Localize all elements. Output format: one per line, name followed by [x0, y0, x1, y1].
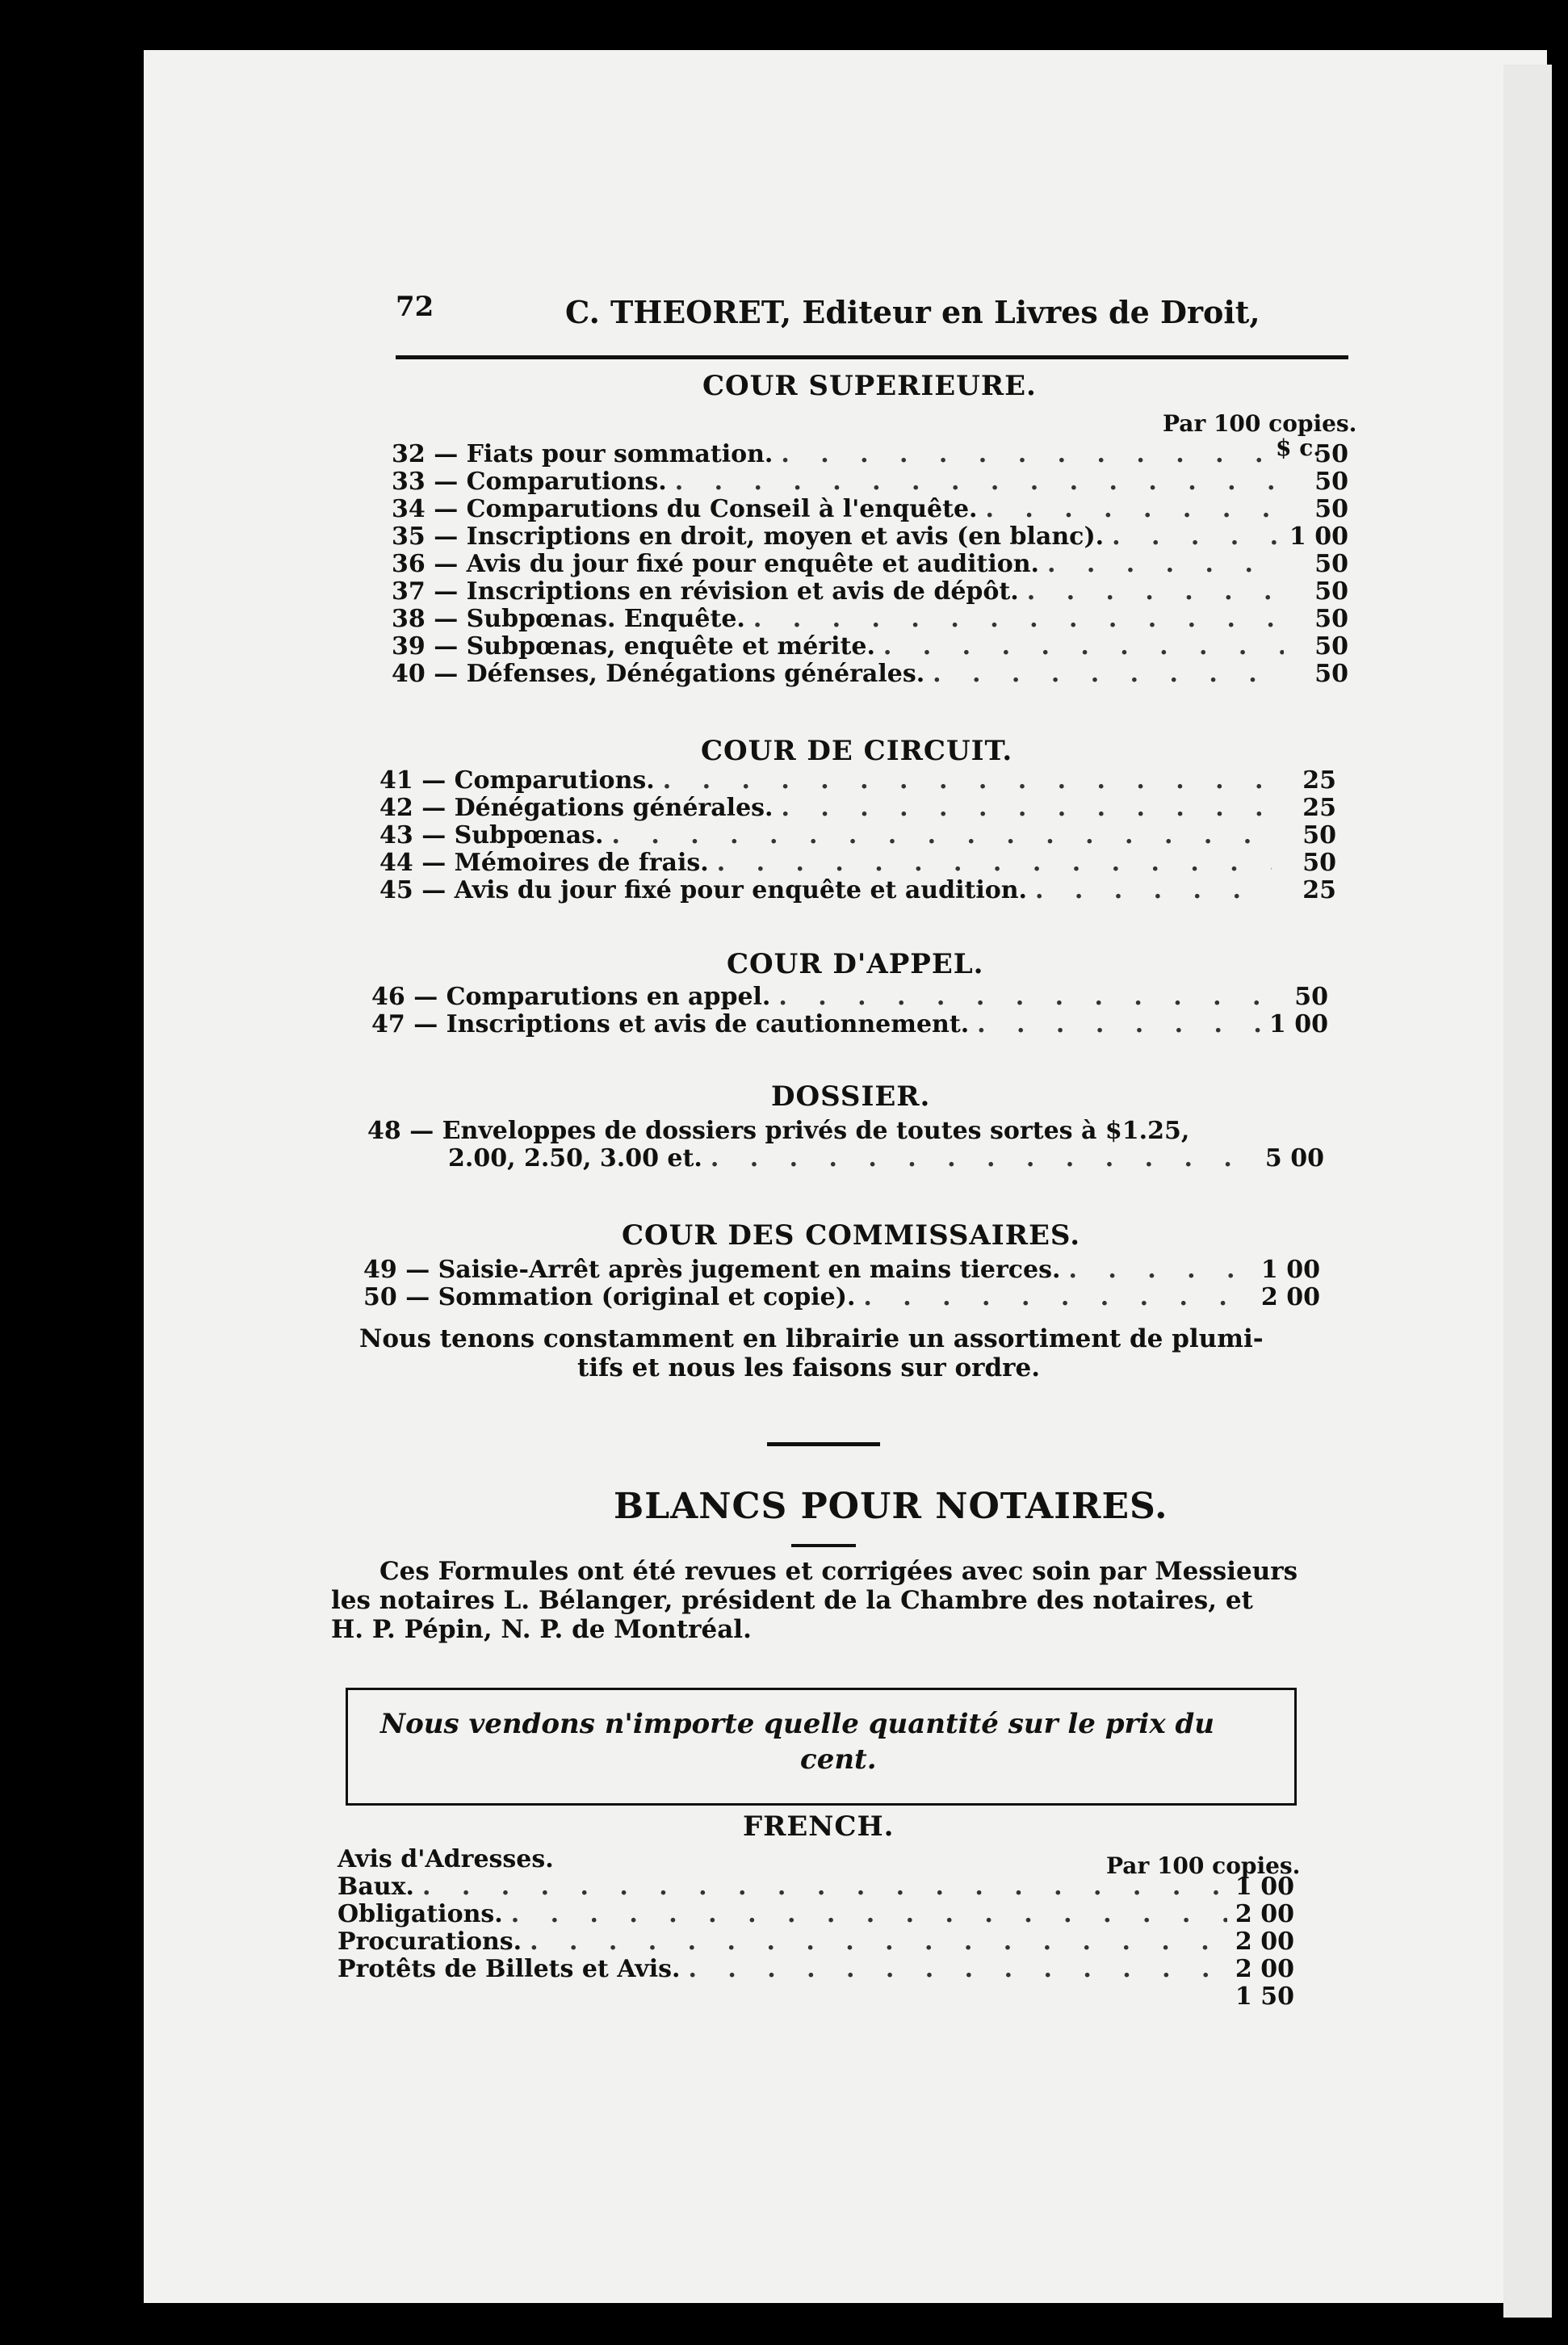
list-item — [363, 1256, 1320, 1284]
item-price: 2 00 — [1235, 1955, 1294, 1983]
dot-leader — [717, 849, 1272, 877]
currency-label: $ c. — [1276, 434, 1322, 461]
boxed-notice-line: Nous vendons n'importe quelle quantité sur le prix du — [380, 1708, 1214, 1740]
item-price: 50 — [1314, 605, 1348, 633]
unit-label-french: Par 100 copies. — [1106, 1852, 1301, 1879]
item-label: 49 — Saisie-Arrêt après jugement en mains tierces. — [363, 1256, 1061, 1284]
list-item — [337, 1873, 1294, 1901]
list-item — [379, 877, 1336, 904]
item-label: 38 — Subpœnas. Enquête. — [392, 605, 745, 633]
paragraph-line: H. P. Pépin, N. P. de Montréal. — [331, 1615, 752, 1644]
item-label: 47 — Inscriptions et avis de cautionnement. — [371, 1010, 970, 1038]
boxed-notice — [346, 1688, 1297, 1806]
item-label: 39 — Subpœnas, enquête et mérite. — [392, 632, 875, 661]
list-item — [337, 1901, 1294, 1928]
list-item — [363, 1284, 1320, 1311]
list-item — [337, 1846, 1294, 1873]
list-item — [392, 496, 1348, 523]
unit-label-superieure: Par 100 copies. — [1163, 410, 1357, 437]
item-label: 33 — Comparutions. — [392, 468, 667, 496]
item-price: 1 00 — [1289, 522, 1348, 551]
running-title: C. THEORET, Editeur en Livres de Droit, — [565, 294, 1260, 330]
page-header — [396, 283, 1348, 355]
item-label: 45 — Avis du jour fixé pour enquête et audition. — [379, 876, 1027, 904]
item-price: 50 — [1302, 849, 1336, 877]
dot-leader — [675, 468, 1284, 496]
list-item — [392, 523, 1348, 551]
price-list-commissaires — [363, 1256, 1320, 1311]
item-label: 34 — Comparutions du Conseil à l'enquête. — [392, 495, 978, 523]
page-number: 72 — [396, 291, 434, 323]
section-title-cour-des-commissaires: COUR DES COMMISSAIRES. — [622, 1219, 1081, 1252]
paragraph-line: les notaires L. Bélanger, président de la Chambre des notaires, et — [331, 1586, 1253, 1615]
list-item — [337, 1928, 1294, 1956]
item-price: 1 00 — [1260, 1256, 1320, 1284]
list-item-continuation — [367, 1145, 1324, 1172]
dot-leader — [985, 496, 1284, 523]
dot-leader — [1035, 877, 1272, 904]
paragraph-line: Ces Formules ont été revues et corrigées avec soin par Messieurs — [379, 1557, 1298, 1586]
item-label: 32 — Fiats pour sommation. — [392, 440, 774, 468]
title-underline — [791, 1544, 856, 1547]
item-label: 46 — Comparutions en appel. — [371, 983, 771, 1011]
section-title-cour-superieure: COUR SUPERIEURE. — [702, 370, 1037, 402]
item-label: Procurations. — [337, 1928, 522, 1956]
item-label: 43 — Subpœnas. — [379, 821, 604, 849]
dot-leader — [1068, 1256, 1252, 1284]
item-price: 2 00 — [1260, 1283, 1320, 1311]
dot-leader — [781, 441, 1284, 468]
item-label: Protêts de Billets et Avis. — [337, 1955, 681, 1983]
dot-leader — [1027, 578, 1284, 606]
boxed-notice-line: cent. — [800, 1743, 877, 1776]
list-item — [379, 849, 1336, 877]
boxed-notice-text — [380, 1706, 1270, 1777]
list-item — [392, 551, 1348, 578]
item-price: 50 — [1314, 495, 1348, 523]
item-label: 50 — Sommation (original et copie). — [363, 1283, 856, 1311]
notaires-paragraph — [331, 1557, 1332, 1644]
item-price: 50 — [1314, 468, 1348, 496]
list-item — [337, 1983, 1294, 2011]
list-item — [392, 633, 1348, 661]
list-item — [371, 984, 1328, 1011]
dot-leader — [933, 661, 1284, 688]
dot-leader — [511, 1901, 1227, 1928]
item-label: 36 — Avis du jour fixé pour enquête et audition. — [392, 550, 1039, 578]
item-price: 50 — [1314, 660, 1348, 688]
dot-leader — [1112, 523, 1281, 551]
list-item — [379, 822, 1336, 849]
item-price: 50 — [1314, 577, 1348, 606]
item-price: 25 — [1302, 766, 1336, 795]
item-price: 5 00 — [1264, 1144, 1324, 1172]
header-rule — [396, 355, 1348, 359]
item-price: 25 — [1302, 794, 1336, 822]
item-price: 50 — [1314, 440, 1348, 468]
item-price: 50 — [1314, 632, 1348, 661]
item-label: Baux. — [337, 1873, 414, 1901]
dot-leader — [530, 1928, 1227, 1956]
list-item — [392, 661, 1348, 688]
item-price: 50 — [1314, 550, 1348, 578]
section-divider — [767, 1442, 880, 1446]
stock-note — [359, 1324, 1328, 1382]
stock-note-line: tifs et nous les faisons sur ordre. — [577, 1353, 1041, 1382]
list-item — [379, 767, 1336, 795]
adjacent-page-edge — [1503, 65, 1552, 2318]
dot-leader — [753, 606, 1284, 633]
dot-leader — [883, 633, 1284, 661]
item-label: 42 — Dénégations générales. — [379, 794, 774, 822]
section-title-dossier: DOSSIER. — [771, 1080, 931, 1113]
dot-leader — [663, 767, 1272, 795]
list-item — [392, 578, 1348, 606]
item-label: 41 — Comparutions. — [379, 766, 655, 795]
dot-leader — [612, 822, 1272, 849]
item-label: Avis d'Adresses. — [337, 1845, 554, 1873]
list-item — [392, 606, 1348, 633]
item-price: 25 — [1302, 876, 1336, 904]
item-label: 37 — Inscriptions en révision et avis de dépôt. — [392, 577, 1019, 606]
item-price: 2 00 — [1235, 1928, 1294, 1956]
dot-leader — [711, 1145, 1257, 1172]
item-label: Obligations. — [337, 1900, 503, 1928]
section-title-blancs-pour-notaires: BLANCS POUR NOTAIRES. — [614, 1486, 1168, 1527]
dot-leader — [782, 795, 1272, 822]
section-title-cour-d-appel: COUR D'APPEL. — [727, 948, 984, 980]
item-price: 1 50 — [1235, 1982, 1294, 2011]
dot-leader — [778, 984, 1264, 1011]
section-title-french: FRENCH. — [743, 1810, 895, 1843]
dot-leader — [422, 1873, 1227, 1901]
list-item — [371, 1011, 1328, 1038]
stock-note-line: Nous tenons constamment en librairie un assortiment de plumi- — [359, 1324, 1264, 1353]
price-list-dossier — [367, 1118, 1324, 1172]
item-price: 1 00 — [1268, 1010, 1328, 1038]
list-item — [367, 1118, 1324, 1145]
item-label: 40 — Défenses, Dénégations générales. — [392, 660, 925, 688]
price-list-circuit — [379, 767, 1336, 904]
list-item — [392, 468, 1348, 496]
dot-leader — [688, 1956, 1226, 1983]
list-item — [392, 441, 1348, 468]
item-label: 48 — Enveloppes de dossiers privés de toutes sortes à $1.25, — [367, 1117, 1190, 1145]
item-label: 35 — Inscriptions en droit, moyen et avis (en blanc). — [392, 522, 1105, 551]
item-label: 2.00, 2.50, 3.00 et. — [448, 1144, 702, 1172]
dot-leader — [1047, 551, 1284, 578]
dot-leader — [863, 1284, 1253, 1311]
price-list-appel — [371, 984, 1328, 1038]
list-item — [379, 795, 1336, 822]
item-price: 50 — [1302, 821, 1336, 849]
item-price: 50 — [1294, 983, 1328, 1011]
list-item — [337, 1956, 1294, 1983]
price-list-french — [337, 1846, 1294, 2011]
price-list-superieure — [392, 441, 1348, 688]
item-price: 1 00 — [1235, 1873, 1294, 1901]
item-price: 2 00 — [1235, 1900, 1294, 1928]
dot-leader — [977, 1011, 1261, 1038]
section-title-cour-de-circuit: COUR DE CIRCUIT. — [701, 735, 1013, 767]
item-label: 44 — Mémoires de frais. — [379, 849, 709, 877]
